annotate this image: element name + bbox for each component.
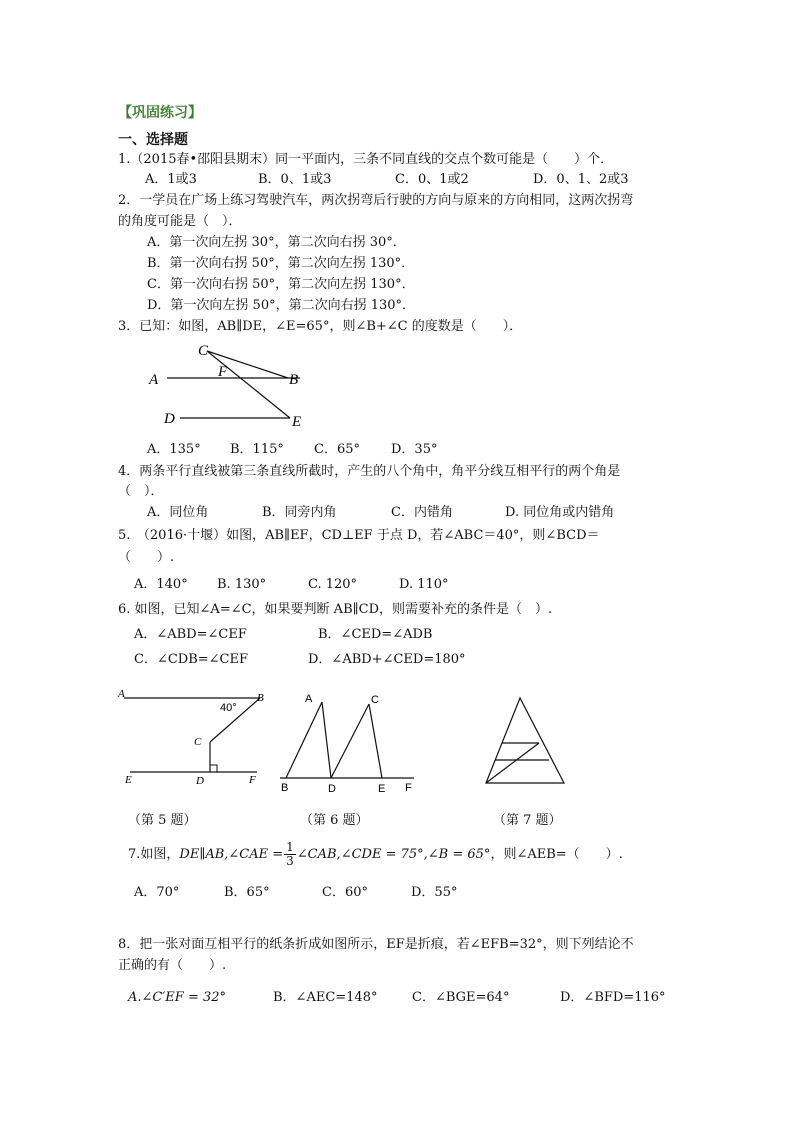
q8-option-c: C．∠BGE=64°	[412, 990, 510, 1005]
label-b: B	[289, 372, 299, 388]
q7-expr2: ∠CAB,∠CDE = 75°,∠B = 65°	[296, 847, 491, 862]
label-a: A	[149, 372, 159, 388]
q5-option-b: B. 130°	[217, 577, 267, 592]
q7-stem	[128, 841, 623, 868]
segment-ce	[369, 704, 382, 778]
q4-option-b: B．同旁内角	[262, 505, 337, 520]
q3-option-b: B．115°	[230, 442, 284, 457]
label-a: A	[118, 688, 125, 700]
label-d: D	[196, 775, 204, 787]
q1-option-d: D．0、1、2或3	[533, 172, 629, 187]
q3-option-d: D．35°	[391, 442, 438, 457]
q4-option-d: D. 同位角或内错角	[505, 505, 615, 520]
q2-stem-line1: 2．一学员在广场上练习驾驶汽车，两次拐弯后行驶的方向与原来的方向相同，这两次拐弯	[118, 193, 634, 208]
q2-option-b: B．第一次向右拐 50°，第二次向左拐 130°．	[147, 256, 415, 271]
q8-option-d: D．∠BFD=116°	[560, 990, 666, 1005]
label-f: F	[405, 782, 412, 794]
q1-option-c: C．0、1或2	[395, 172, 469, 187]
angle-label: 40°	[220, 702, 237, 714]
q8-stem-line1: 8．把一张对面互相平行的纸条折成如图所示，EF是折痕，若∠EFB=32°，则下列结论不	[118, 937, 634, 952]
q1-option-a: A．1或3	[145, 172, 197, 187]
fig5-figure	[112, 684, 272, 799]
q3-option-c: C．65°	[314, 442, 360, 457]
q8-option-a: A.∠C′EF = 32°	[128, 990, 227, 1005]
label-e: E	[378, 783, 386, 795]
q4-stem-line2: （ ）．	[118, 484, 164, 499]
segment-ce	[207, 351, 290, 418]
fig6-figure	[272, 688, 422, 798]
q4-option-c: C．内错角	[391, 505, 453, 520]
fig6-caption: （第 6 题）	[300, 813, 369, 828]
q6-option-d: D．∠ABD+∠CED=180°	[308, 652, 466, 667]
q7-option-a: A．70°	[134, 885, 180, 900]
fig7-caption: （第 7 题）	[493, 813, 562, 828]
label-c: C	[371, 694, 379, 706]
q6-stem: 6. 如图，已知∠A=∠C，如果要判断 AB∥CD，则需要补充的条件是（ ）.	[118, 602, 553, 617]
section-title: 【巩固练习】	[118, 105, 202, 121]
fig7-figure	[480, 692, 575, 787]
q6-option-c: C．∠CDB=∠CEF	[134, 652, 249, 667]
q4-stem-line1: 4．两条平行直线被第三条直线所截时，产生的八个角中，角平分线互相平行的两个角是	[118, 464, 621, 479]
label-b: B	[257, 692, 264, 704]
segment-dc	[331, 704, 369, 778]
q7-prefix: 7.如图，	[128, 847, 180, 862]
label-b: B	[281, 782, 289, 794]
q3-option-a: A．135°	[147, 442, 201, 457]
label-c: C	[194, 736, 202, 748]
segment-ab	[286, 702, 322, 778]
q8-option-b: B．∠AEC=148°	[273, 990, 378, 1005]
q7-option-b: B．65°	[224, 885, 270, 900]
q7-frac-den: 3	[286, 854, 294, 868]
q2-option-a: A．第一次向左拐 30°，第二次向右拐 30°．	[147, 235, 406, 250]
q5-option-d: D. 110°	[399, 577, 449, 592]
q1-option-b: B．0、1或3	[258, 172, 332, 187]
q2-option-c: C．第一次向右拐 50°，第二次向左拐 130°．	[147, 277, 415, 292]
label-f: F	[218, 364, 228, 380]
label-e: E	[292, 414, 302, 430]
q2-stem-line2: 的角度可能是（ ）．	[118, 214, 242, 229]
label-a: A	[305, 693, 313, 705]
label-f: F	[249, 774, 256, 786]
q7-expr1: DE∥AB,∠CAE =	[179, 847, 284, 862]
q3-figure	[140, 338, 330, 433]
q2-option-d: D．第一次向左拐 50°，第二次向右拐 130°．	[147, 298, 416, 313]
q8-stem-line2: 正确的有（ ）.	[118, 958, 227, 973]
label-e: E	[125, 774, 132, 786]
label-c: C	[198, 343, 209, 359]
q6-option-a: A．∠ABD=∠CEF	[134, 627, 247, 642]
q5-stem-line1: 5. （2016·十堰）如图，AB∥EF，CD⊥EF 于点 D，若∠ABC＝40°，则∠BCD＝	[118, 528, 600, 543]
q5-stem-line2: （ ）.	[118, 550, 175, 565]
q7-fraction	[284, 841, 296, 868]
fig5-caption: （第 5 题）	[128, 813, 197, 828]
q6-option-b: B．∠CED=∠ADB	[318, 627, 433, 642]
q5-option-c: C. 120°	[308, 577, 358, 592]
q1-stem: 1.（2015春•邵阳县期末）同一平面内，三条不同直线的交点个数可能是（ ）个．	[118, 152, 614, 167]
q4-option-a: A．同位角	[147, 505, 209, 520]
q7-option-d: D．55°	[411, 885, 458, 900]
q3-stem: 3．已知：如图，AB∥DE，∠E=65°，则∠B+∠C 的度数是（ ）．	[118, 319, 523, 334]
q7-suffix: ，则∠AEB=（ ）.	[490, 847, 623, 862]
label-d: D	[328, 783, 336, 795]
q7-frac-num: 1	[286, 840, 294, 854]
q7-option-c: C．60°	[322, 885, 368, 900]
outer-triangle	[486, 698, 564, 783]
right-angle-mark	[210, 765, 217, 772]
q5-option-a: A．140°	[134, 577, 188, 592]
segment-ad	[322, 702, 331, 778]
part-heading: 一、选择题	[118, 132, 188, 148]
label-d: D	[164, 411, 175, 427]
